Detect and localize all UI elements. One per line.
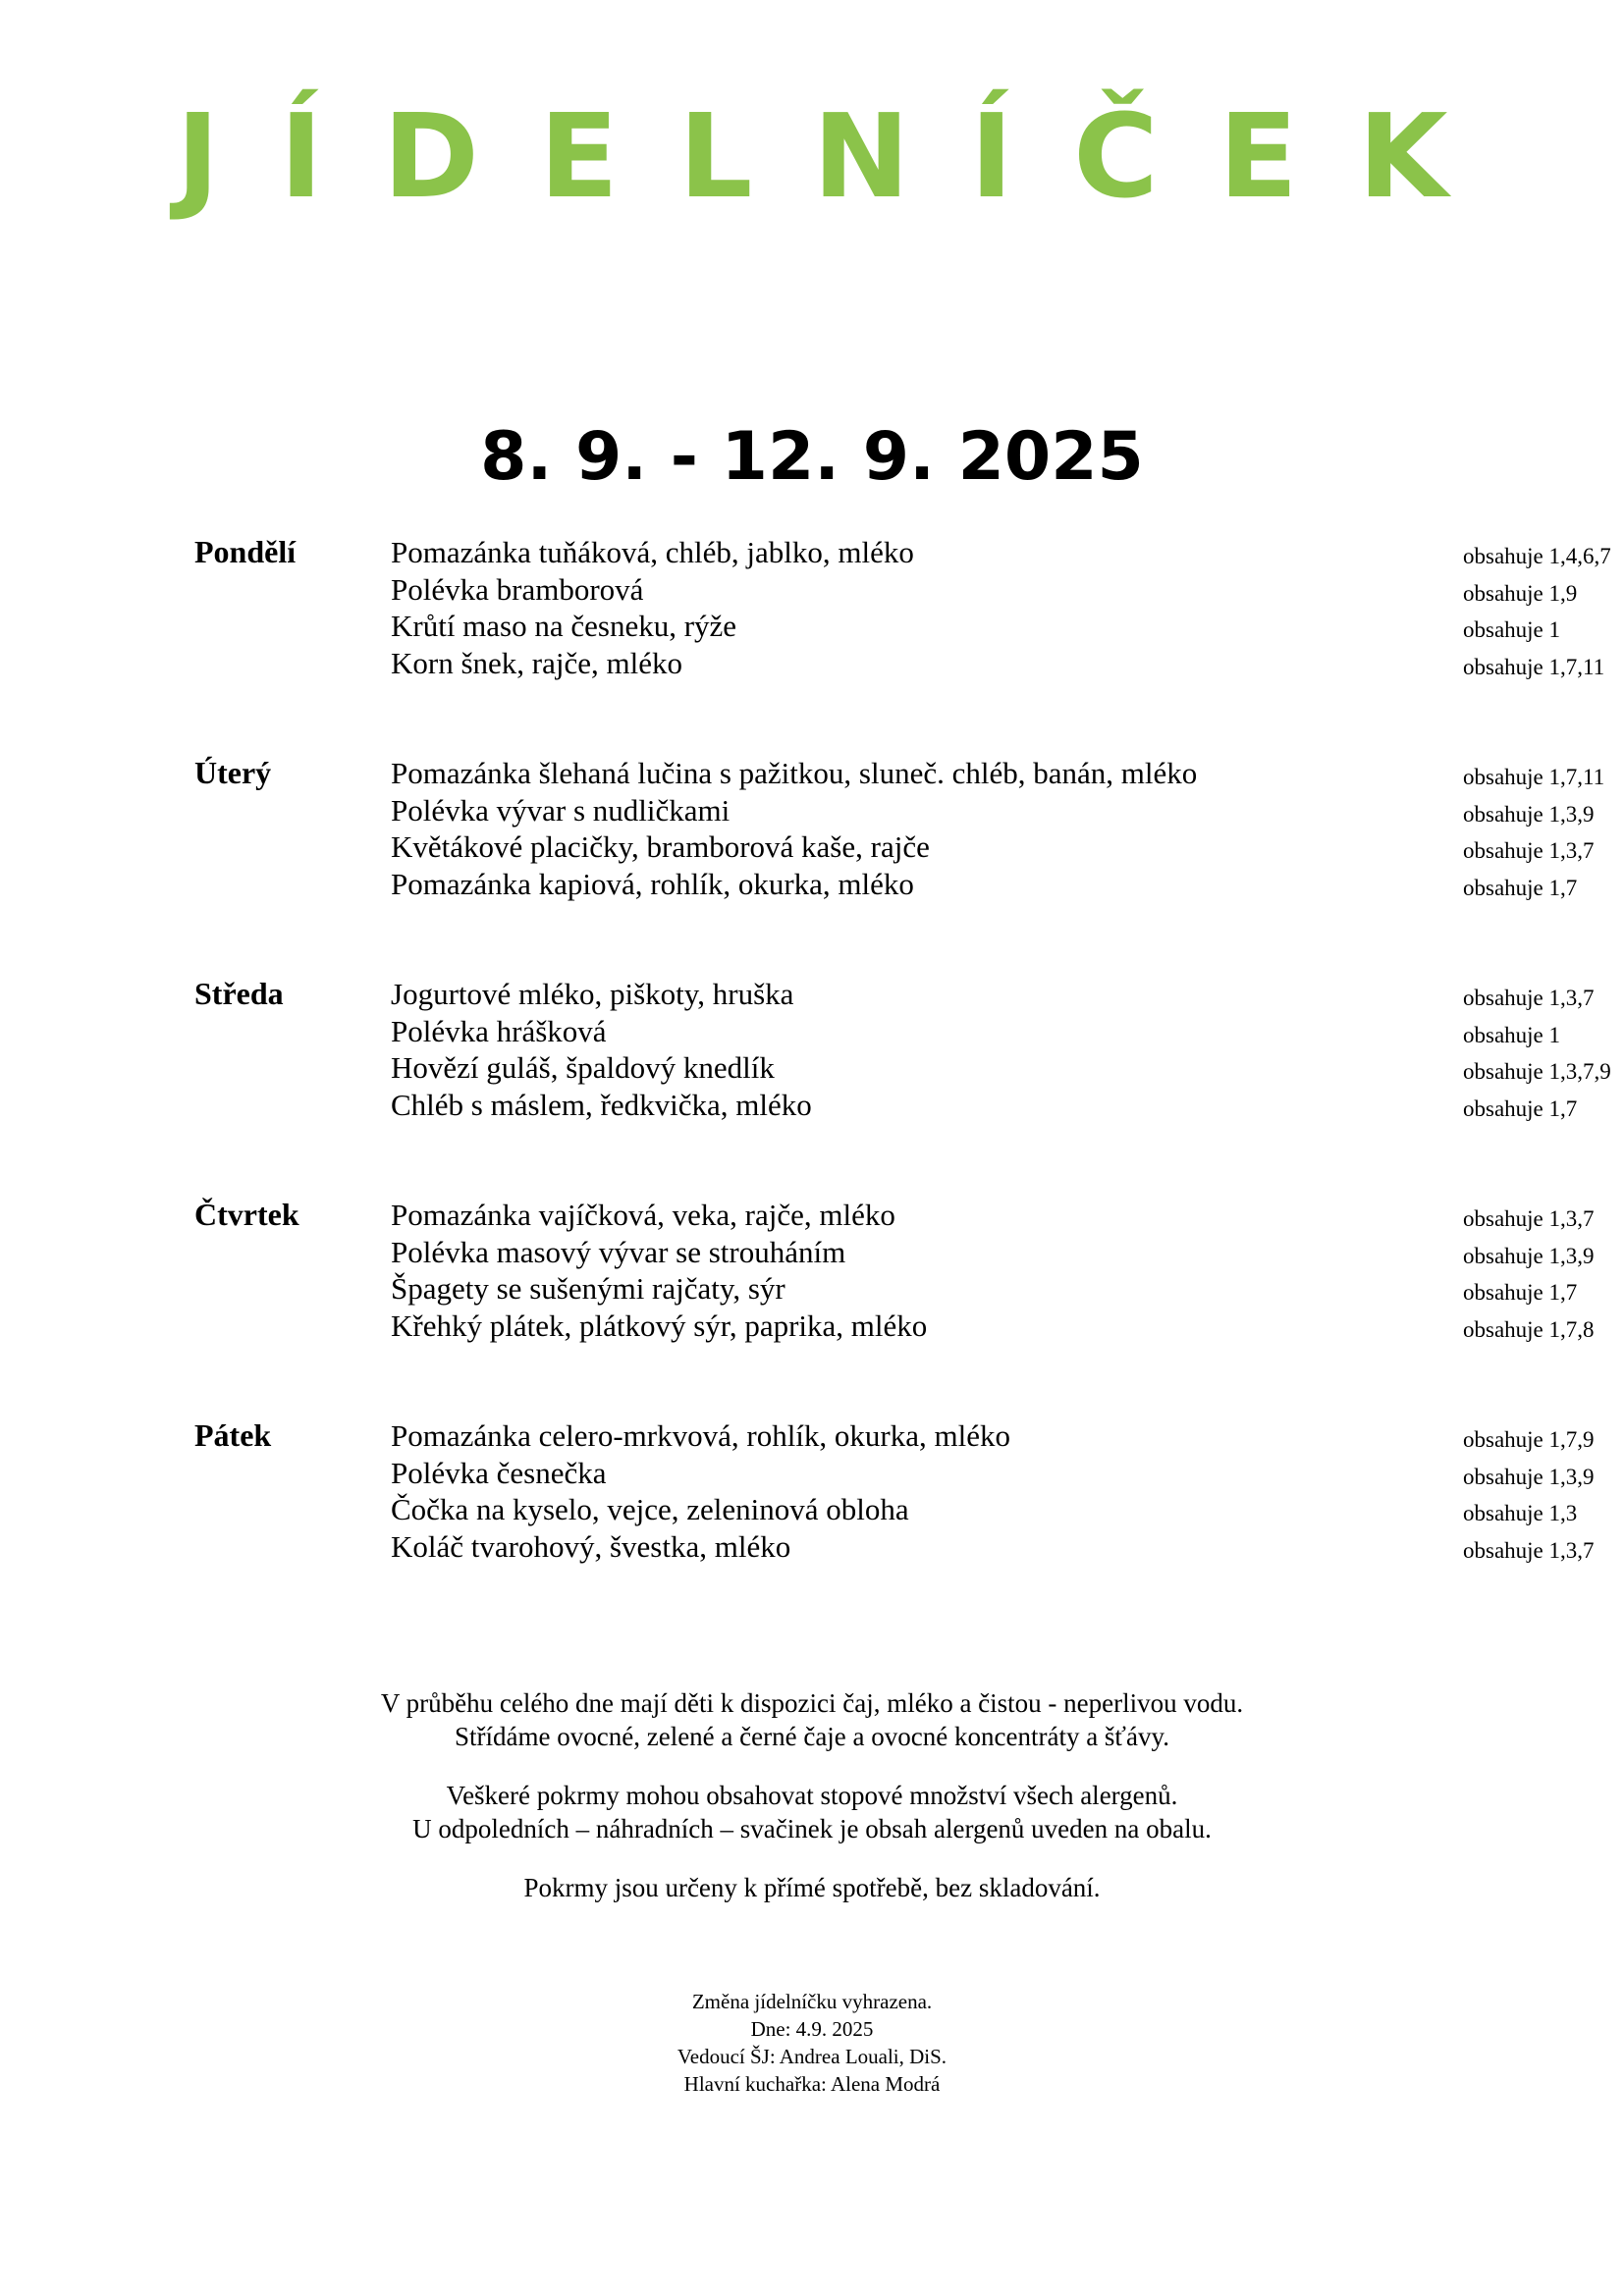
dish-name: Křehký plátek, plátkový sýr, paprika, mléko: [391, 1308, 928, 1343]
allergen-info: obsahuje 1,7: [1463, 875, 1578, 900]
allergen-info: obsahuje 1,9: [1463, 580, 1578, 606]
page-title: JÍDELNÍČEK: [176, 88, 1508, 224]
dish-name: Květákové placičky, bramborová kaše, rajče: [391, 829, 930, 864]
menu-item: [391, 1049, 1611, 1087]
day-name: Úterý: [194, 755, 272, 790]
note-line: Střídáme ovocné, zelené a černé čaje a ovocné koncentráty a šťávy.: [455, 1722, 1169, 1751]
day-block-tuesday: [194, 755, 1605, 976]
dish-name: Krůtí maso na česneku, rýže: [391, 609, 737, 643]
consumption-note: [0, 1871, 1624, 1904]
day-name: Pondělí: [194, 534, 297, 569]
menu-item: [391, 608, 1561, 645]
note-line: U odpoledních – náhradních – svačinek je obsah alergenů uveden na obalu.: [412, 1814, 1212, 1843]
day-name: Pátek: [194, 1417, 272, 1453]
dish-name: Pomazánka celero-mrkvová, rohlík, okurka, mléko: [391, 1418, 1010, 1453]
menu-item: [391, 1234, 1595, 1271]
allergen-info: obsahuje 1: [1463, 617, 1561, 642]
day-items: [391, 976, 1611, 1123]
note-line: Veškeré pokrmy mohou obsahovat stopové množství všech alergenů.: [446, 1781, 1178, 1810]
allergens-note: [0, 1779, 1624, 1845]
menu-item: [391, 1308, 1595, 1345]
allergen-info: obsahuje 1,7,11: [1463, 765, 1605, 789]
allergen-info: obsahuje 1,7,11: [1463, 654, 1605, 679]
menu-item: [391, 645, 1605, 682]
day-block-friday: [194, 1417, 1595, 1638]
allergen-info: obsahuje 1,3,7: [1463, 1537, 1595, 1563]
footer: [0, 1988, 1624, 2098]
dish-name: Polévka vývar s nudličkami: [391, 792, 731, 828]
menu-item: [391, 1270, 1578, 1308]
allergen-info: obsahuje 1,7: [1463, 1280, 1578, 1305]
notes-section: [0, 1686, 1624, 1930]
allergen-info: obsahuje 1,3,9: [1463, 1243, 1595, 1268]
menu-item: [391, 1528, 1595, 1566]
menu-item: [391, 1455, 1595, 1492]
day-items: [391, 1417, 1595, 1565]
menu-item: [391, 866, 1578, 903]
day-name: Čtvrtek: [194, 1197, 299, 1232]
dish-name: Polévka masový vývar se strouháním: [391, 1234, 846, 1269]
dish-name: Pomazánka šlehaná lučina s pažitkou, sluneč. chléb, banán, mléko: [391, 756, 1198, 790]
menu-item: [391, 755, 1605, 792]
dish-name: Jogurtové mléko, piškoty, hruška: [391, 977, 794, 1011]
allergen-info: obsahuje 1,3,9: [1463, 801, 1595, 827]
menu-item: [391, 1197, 1595, 1234]
dish-name: Pomazánka kapiová, rohlík, okurka, mléko: [391, 866, 914, 901]
menu-item: [391, 571, 1578, 609]
dish-name: Koláč tvarohový, švestka, mléko: [391, 1528, 791, 1564]
day-block-thursday: [194, 1197, 1595, 1417]
note-line: V průběhu celého dne mají děti k dispozici čaj, mléko a čistou - neperlivou vodu.: [380, 1688, 1244, 1718]
dish-name: Špagety se sušenými rajčaty, sýr: [391, 1271, 785, 1306]
allergen-info: obsahuje 1,3: [1463, 1501, 1578, 1525]
menu-item: [391, 792, 1595, 829]
allergen-info: obsahuje 1,7,8: [1463, 1316, 1595, 1342]
dish-name: Korn šnek, rajče, mléko: [391, 645, 682, 680]
allergen-info: obsahuje 1,7: [1463, 1095, 1578, 1121]
note-line: Pokrmy jsou určeny k přímé spotřebě, bez skladování.: [523, 1873, 1101, 1902]
weekly-menu: [194, 534, 1611, 1638]
dish-name: Čočka na kyselo, vejce, zeleninová obloha: [391, 1492, 909, 1526]
menu-item: [391, 1417, 1595, 1455]
issue-date: Dne: 4.9. 2025: [750, 2017, 874, 2041]
week-period: 8. 9. - 12. 9. 2025: [480, 418, 1144, 496]
dish-name: Polévka česnečka: [391, 1455, 607, 1490]
allergen-info: obsahuje 1,3,7: [1463, 1206, 1595, 1231]
manager-name: Vedoucí ŠJ: Andrea Louali, DiS.: [677, 2045, 947, 2068]
drinks-note: [0, 1686, 1624, 1753]
menu-item: [391, 1013, 1561, 1050]
menu-item: [391, 976, 1595, 1013]
change-notice: Změna jídelníčku vyhrazena.: [691, 1990, 933, 2013]
day-block-wednesday: [194, 976, 1611, 1197]
allergen-info: obsahuje 1,3,9: [1463, 1464, 1595, 1489]
day-items: [391, 755, 1605, 902]
day-name: Středa: [194, 976, 284, 1011]
day-items: [391, 534, 1611, 681]
dish-name: Hovězí guláš, špaldový knedlík: [391, 1050, 775, 1085]
allergen-info: obsahuje 1,3,7: [1463, 838, 1595, 863]
allergen-info: obsahuje 1,4,6,7: [1463, 544, 1611, 568]
menu-item: [391, 828, 1595, 866]
dish-name: Polévka bramborová: [391, 571, 644, 607]
menu-item: [391, 1087, 1578, 1124]
dish-name: Pomazánka tuňáková, chléb, jablko, mléko: [391, 535, 914, 569]
allergen-info: obsahuje 1: [1463, 1022, 1561, 1047]
dish-name: Chléb s máslem, ředkvička, mléko: [391, 1087, 812, 1122]
allergen-info: obsahuje 1,3,7,9: [1463, 1059, 1611, 1084]
day-items: [391, 1197, 1595, 1344]
day-block-monday: [194, 534, 1611, 755]
menu-item: [391, 534, 1611, 571]
dish-name: Polévka hrášková: [391, 1013, 607, 1048]
head-cook-name: Hlavní kuchařka: Alena Modrá: [683, 2072, 941, 2096]
dish-name: Pomazánka vajíčková, veka, rajče, mléko: [391, 1198, 895, 1232]
menu-item: [391, 1491, 1578, 1528]
allergen-info: obsahuje 1,7,9: [1463, 1427, 1595, 1452]
allergen-info: obsahuje 1,3,7: [1463, 986, 1595, 1010]
